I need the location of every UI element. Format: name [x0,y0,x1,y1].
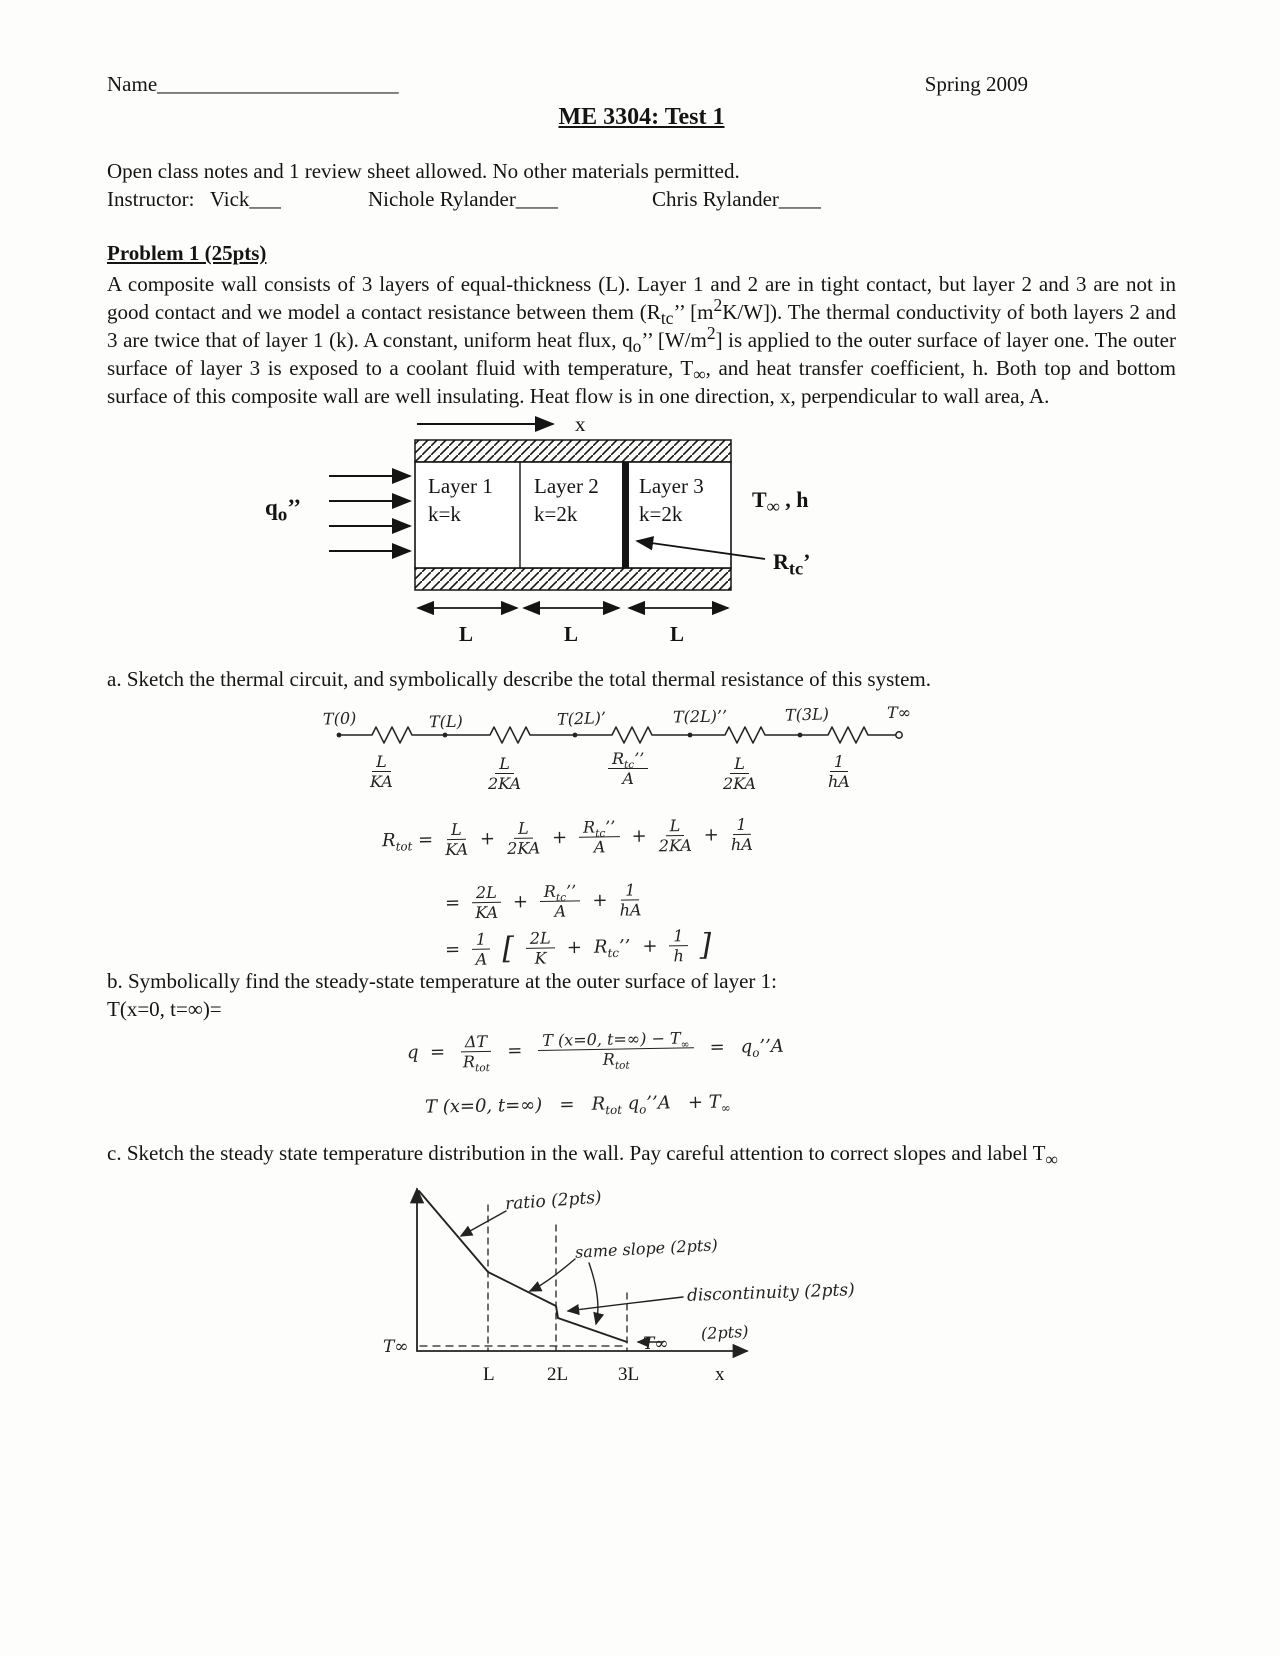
fraction-numerator: $R_{tc}$’’ [608,750,648,769]
node-dot [688,733,693,738]
layer2-name: Layer 2 [534,474,599,498]
resistance-l-over-2ka [488,755,521,793]
node-label-t2l-right: T(2L)’’ [672,706,728,727]
thermal-circuit-figure [107,693,1176,970]
layer2-conductivity: k=2k [534,502,578,526]
materials-note: Open class notes and 1 review sheet allowed. No other materials permitted. [107,159,740,183]
term-qo-a: $q_o’’A$ [740,1035,785,1060]
resistor-2 [445,727,575,743]
term-dt-over-rtot: $\frac{\Delta T}{R_{tot}}$ [461,1033,492,1071]
node-label-t0: T(0) [322,708,357,729]
layer1-name: Layer 1 [428,474,493,498]
term-rtc-over-a: $\frac{R_{tc}’’}{A}$ [540,882,581,920]
part-a-prompt: a. Sketch the thermal circuit, and symbolically describe the total thermal resistance of this system. [107,667,932,691]
term-2l-over-ka: $\frac{2L}{KA}$ [472,884,501,922]
resistor-5 [800,727,895,743]
node-dot [337,733,342,738]
wall-diagram-figure [107,410,1176,662]
fraction-denominator: 2KA [488,774,522,794]
rtot-equation-line3 [445,927,712,969]
header-row [107,70,1176,98]
temperature-sketch-figure [107,1175,1176,1405]
name-blank: Name_______________________ [107,72,399,96]
instructor-row [107,185,1176,213]
rtot-lhs: $R_{tot}$ = [381,829,434,854]
instructor-chris: Chris Rylander____ [652,187,821,211]
x-axis-label: x [575,412,586,436]
term-rtc: $R_{tc}$’’ [593,935,631,960]
instructor-vick: Instructor: Vick___ [107,187,281,211]
term-temp-difference-over-rtot: $\frac{T (x=0, t=\infty) - T_\infty}{R_{tot}}$ [538,1029,694,1069]
node-label-t-infinity: T∞ [887,703,911,722]
t-infinity-node [896,732,902,738]
contact-resistance-bar [622,462,629,568]
rtot-equation-line1 [382,816,753,860]
wall-diagram-shapes [107,410,1176,662]
term-l-over-2ka: $\frac{L}{2KA}$ [507,818,541,859]
same-slope-arrow-2 [589,1263,598,1324]
plus-sign: + [631,825,647,847]
fraction-denominator: A [622,769,634,789]
fraction-numerator: L [372,753,391,772]
fraction-numerator: L [730,755,749,774]
part-b-line2 [425,1088,731,1121]
top-insulation-hatch [415,440,731,462]
length-label: L [459,622,474,646]
layer3-conductivity: k=2k [639,502,683,526]
fraction-numerator: 1 [830,753,848,772]
fraction-numerator: L [495,755,514,774]
temperature-sketch-shapes [107,1175,1176,1405]
discontinuity-leader-arrow [568,1297,683,1311]
x-tick-3L: 3L [618,1364,640,1385]
part-b-prompt: b. Symbolically find the steady-state temperature at the outer surface of layer 1: [107,969,778,993]
t-infinity-right-label: T∞ [643,1334,669,1354]
x-tick-2L: 2L [547,1364,569,1385]
term-1-over-h: $\frac{1}{h}$ [669,927,688,965]
resistance-1-over-ha [828,753,850,791]
right-bracket: ] [699,927,712,963]
plus-sign: + [592,889,608,911]
node-label-tl: T(L) [428,711,463,732]
resistance-l-over-ka [370,753,393,791]
temperature-result: T (x=0, $t=\infty) = R_{tot}$ $q_o’’A + T_\infty$ [424,1091,731,1118]
equals-sign: = [507,1040,523,1062]
length-label: L [670,622,685,646]
term-l-over-ka: $\frac{L}{KA}$ [445,819,469,860]
term-1-over-a: $\frac{1}{A}$ [472,931,491,969]
plus-sign: + [566,936,583,958]
rtot-equation-line2 [445,881,642,922]
coolant-label: $T_\infty$ , h [752,487,809,517]
plus-sign: + [479,828,496,850]
term-label: Spring 2009 [924,72,1028,96]
equals-sign: = [444,938,461,961]
part-b-expression: T(x=0, t=∞)= [107,997,222,1021]
instructor-nichole: Nichole Rylander____ [368,187,558,211]
page-content [107,70,1176,1405]
exam-title: ME 3304: Test 1 [558,104,725,130]
node-dot [798,733,803,738]
q-equals: q = [406,1041,446,1064]
contact-resistance-label: $R_{tc}$’ [773,549,811,579]
part-b-line1 [406,1028,785,1075]
ratio-leader-arrow [461,1211,506,1236]
resistance-l-over-2ka [723,755,756,793]
node-label-t2l-left: T(2L)’ [556,708,607,729]
node-dot [573,733,578,738]
same-slope-annotation: same slope (2pts) [574,1235,719,1262]
discontinuity-annotation: discontinuity (2pts) [686,1280,856,1306]
term-1-over-ha: $\frac{1}{hA}$ [730,814,753,855]
two-points-annotation: (2pts) [700,1321,749,1344]
x-tick-L: L [483,1364,495,1385]
resistance-rtc-over-a [608,750,648,788]
problem1-heading: Problem 1 (25pts) [107,241,267,265]
plus-sign: + [703,824,719,846]
plus-sign: + [642,935,658,957]
term-rtc-over-a: $\frac{R_{tc}’’}{A}$ [579,818,620,856]
length-label: L [564,622,579,646]
layer3-name: Layer 3 [639,474,704,498]
x-axis-label: x [715,1364,725,1385]
fraction-denominator: KA [370,772,393,792]
heat-flux-label: $q_o$’’ [265,495,301,526]
bottom-insulation-hatch [415,568,731,590]
term-1-over-ha: $\frac{1}{hA}$ [619,880,642,920]
term-l-over-2ka: $\frac{L}{2KA}$ [658,816,693,856]
layer1-conductivity: k=k [428,502,461,526]
plus-sign: + [512,891,529,913]
problem1-body: A composite wall consists of 3 layers of equal-thickness (L). Layer 1 and 2 are in tight contact, but layer 2 and 3 are not in good contact and we model a contact resistance between them ($R_{tc}$’’ $[m^2K/W]$). The thermal conductivity of both layers 2 and 3 are twice that of layer 1 (k). A constant, uniform heat flux, $q_o$’’ $[W/m^2]$ is applied to the outer surface of layer one. The outer surface of layer 3 is exposed to a coolant fluid with temperature, $T_\infty$, and heat transfer coefficient, h. Both top and bottom surface of this composite wall are well insulating. Heat flow is in one direction, x, perpendicular to wall area, A. [107,272,1176,408]
fraction-denominator: 2KA [723,774,757,794]
plus-sign: + [551,826,568,849]
t-infinity-left-label: T∞ [383,1337,409,1357]
equals-sign: = [709,1036,725,1058]
equals-sign: = [444,892,461,914]
part-b-work-figure [107,1023,1176,1135]
same-slope-arrow-1 [530,1259,575,1291]
term-2l-over-k: $\frac{2L}{K}$ [526,929,555,967]
left-bracket: [ [501,930,515,967]
ratio-annotation: ratio (2pts) [504,1187,603,1215]
node-label-t3l: T(3L) [784,704,830,725]
fraction-denominator: hA [828,772,850,792]
part-c-prompt: c. Sketch the steady state temperature distribution in the wall. Pay careful attention to correct slopes and label $T_\infty$ [107,1141,1058,1170]
